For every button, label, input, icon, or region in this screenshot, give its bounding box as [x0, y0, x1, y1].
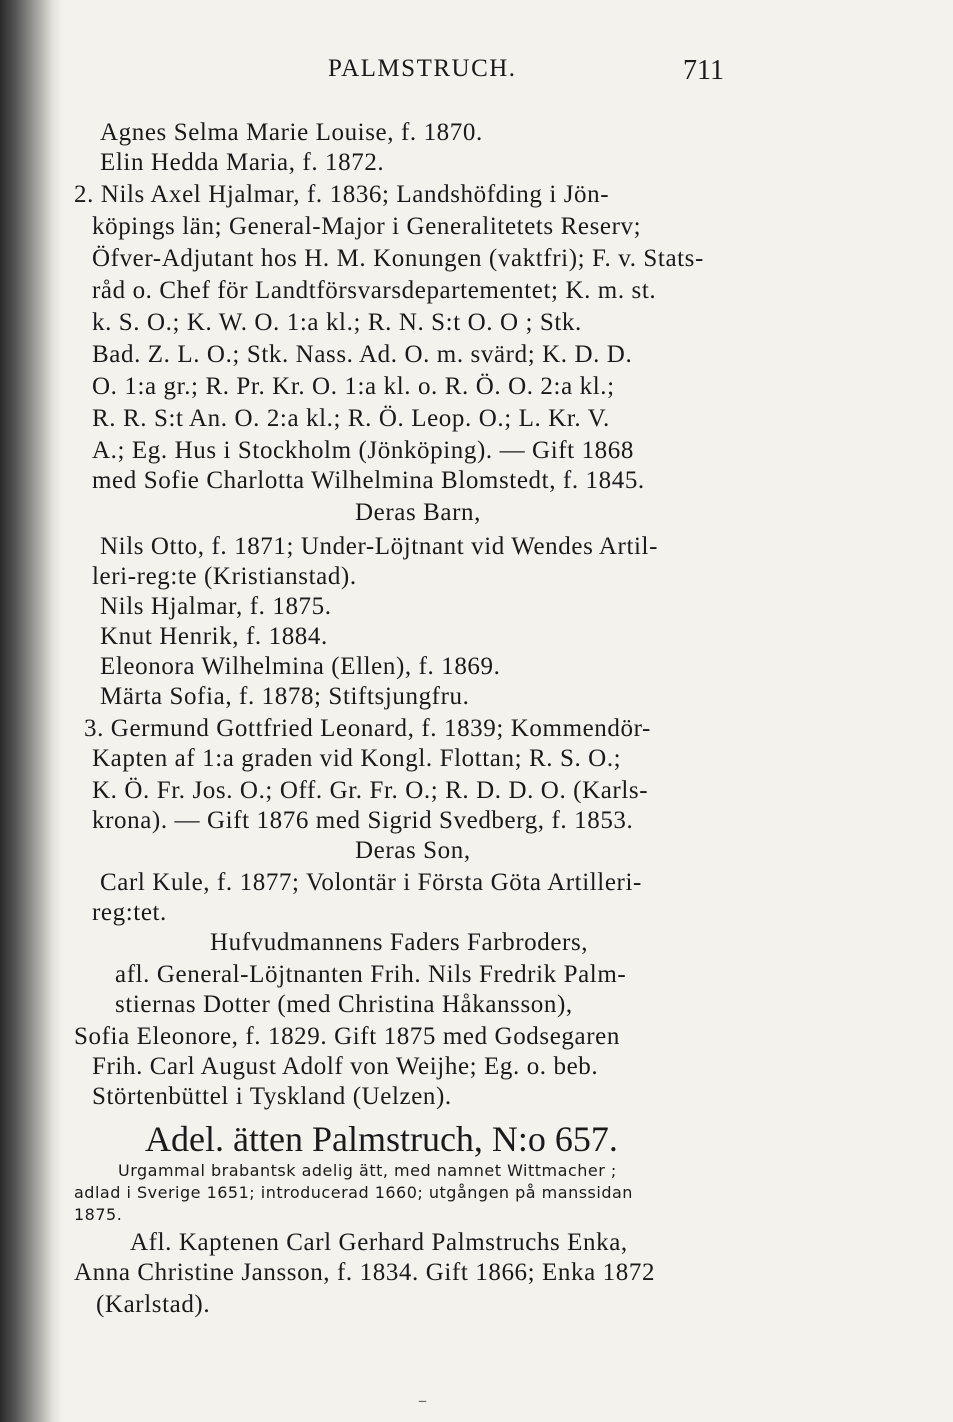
text-line: Deras Son,	[355, 837, 471, 864]
text-line: köpings län; General-Major i Generalitetets Reserv;	[92, 213, 642, 240]
text-line: reg:tet.	[92, 899, 167, 926]
text-line: Carl Kule, f. 1877; Volontär i Första Göta Artilleri-	[100, 869, 642, 896]
text-line: A.; Eg. Hus i Stockholm (Jönköping). — Gift 1868	[92, 437, 634, 464]
text-line: R. R. S:t An. O. 2:a kl.; R. Ö. Leop. O.; L. Kr. V.	[92, 405, 610, 432]
text-line: Elin Hedda Maria, f. 1872.	[100, 149, 385, 176]
text-line: med Sofie Charlotta Wilhelmina Blomstedt, f. 1845.	[92, 467, 645, 494]
text-line: 2. Nils Axel Hjalmar, f. 1836; Landshöfding i Jön-	[74, 181, 610, 208]
section-title: Adel. ätten Palmstruch, N:o 657.	[145, 1119, 618, 1159]
closing-text-line: (Karlstad).	[96, 1291, 211, 1318]
page-end-mark: –	[418, 1390, 427, 1411]
text-line: krona). — Gift 1876 med Sigrid Svedberg, f. 1853.	[92, 807, 634, 834]
text-line: Eleonora Wilhelmina (Ellen), f. 1869.	[100, 653, 501, 680]
text-line: K. Ö. Fr. Jos. O.; Off. Gr. Fr. O.; R. D. D. O. (Karls-	[92, 777, 649, 804]
text-line: Knut Henrik, f. 1884.	[100, 623, 328, 650]
text-line: Öfver-Adjutant hos H. M. Konungen (vaktfri); F. v. Stats-	[92, 245, 704, 272]
text-line: O. 1:a gr.; R. Pr. Kr. O. 1:a kl. o. R. Ö. O. 2:a kl.;	[92, 373, 615, 400]
page-number: 711	[683, 55, 724, 86]
text-line: k. S. O.; K. W. O. 1:a kl.; R. N. S:t O. O ; Stk.	[92, 309, 582, 336]
text-line: Frih. Carl August Adolf von Weijhe; Eg. o. beb.	[92, 1053, 599, 1080]
text-line: råd o. Chef för Landtförsvarsdepartementet; K. m. st.	[92, 277, 657, 304]
text-line: leri-reg:te (Kristianstad).	[92, 563, 357, 590]
text-line: stiernas Dotter (med Christina Håkansson),	[115, 991, 573, 1018]
text-line: Bad. Z. L. O.; Stk. Nass. Ad. O. m. svärd; K. D. D.	[92, 341, 633, 368]
text-line: Störtenbüttel i Tyskland (Uelzen).	[92, 1083, 452, 1110]
text-line: Sofia Eleonore, f. 1829. Gift 1875 med Godsegaren	[74, 1023, 620, 1050]
text-line: Agnes Selma Marie Louise, f. 1870.	[100, 119, 483, 146]
section-text-line: adlad i Sverige 1651; introducerad 1660; utgången på manssidan	[74, 1183, 633, 1202]
closing-text-line: Anna Christine Jansson, f. 1834. Gift 1866; Enka 1872	[74, 1259, 656, 1286]
text-line: Märta Sofia, f. 1878; Stiftsjungfru.	[100, 683, 470, 710]
text-line: Hufvudmannens Faders Farbroders,	[210, 929, 589, 956]
section-text-line: Urgammal brabantsk adelig ätt, med namnet Wittmacher ;	[118, 1161, 617, 1180]
text-line: Kapten af 1:a graden vid Kongl. Flottan; R. S. O.;	[92, 745, 622, 772]
section-text-line: 1875.	[74, 1205, 123, 1224]
closing-text-line: Afl. Kaptenen Carl Gerhard Palmstruchs Enka,	[130, 1229, 628, 1256]
running-header: PALMSTRUCH.	[328, 55, 517, 82]
text-line: afl. General-Löjtnanten Frih. Nils Fredrik Palm-	[115, 961, 627, 988]
book-spine-shadow	[0, 0, 62, 1422]
text-line: Nils Hjalmar, f. 1875.	[100, 593, 332, 620]
text-line: Deras Barn,	[355, 499, 481, 526]
text-line: Nils Otto, f. 1871; Under-Löjtnant vid Wendes Artil-	[100, 533, 659, 560]
text-line: 3. Germund Gottfried Leonard, f. 1839; Kommendör-	[84, 715, 651, 742]
